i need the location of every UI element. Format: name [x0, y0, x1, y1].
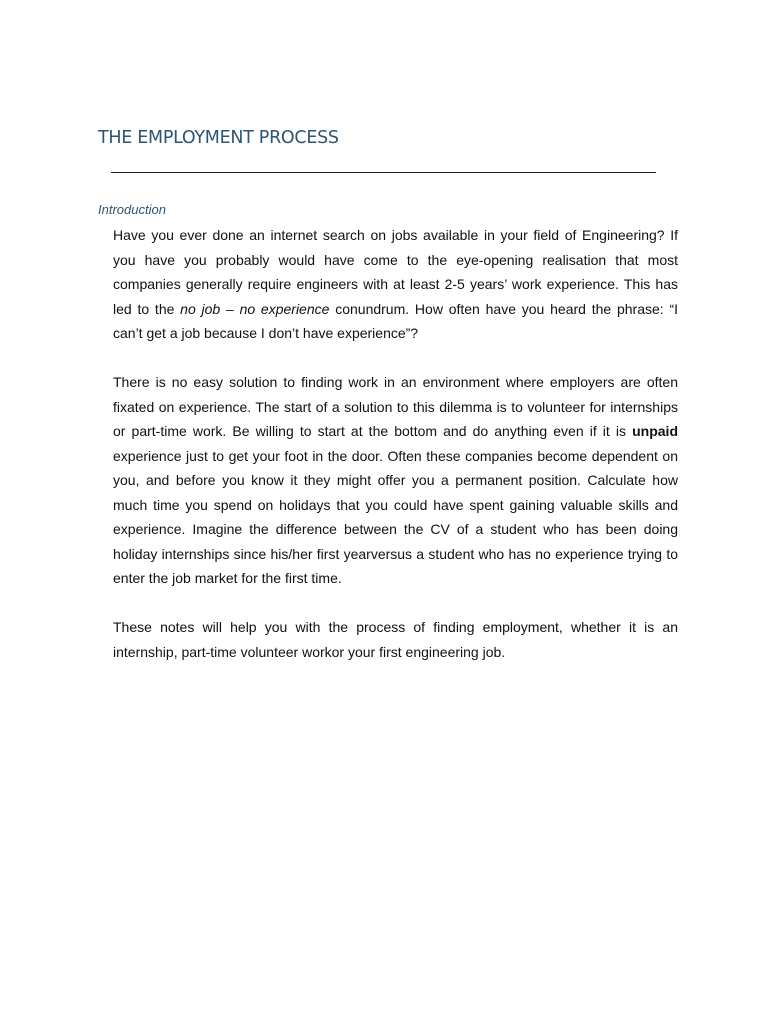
- paragraph-2-text-b: experience just to get your foot in the door. Often these companies become dependent on you, and before you know it they might offer you a permanent position. Calculate how much time you spend on holidays that you could have spent gaining valuable skills and experience. Imagine the difference between the CV of a student who has been doing holiday internships since his/her first yearversus a student who has no experience trying to enter the job market for the first time.: [113, 447, 678, 586]
- paragraph-1-text-a: Have you ever done an internet search on jobs available in your field of Engineering? If you have you probably would have come to the eye-opening realisation that most companies generally require engineers with at least 2-5 years’ work experience. This has led to the: [113, 227, 678, 317]
- page-title: THE EMPLOYMENT PROCESS: [98, 128, 339, 148]
- intro-paragraph-1: [113, 223, 678, 346]
- title-divider: [111, 172, 656, 173]
- paragraph-2-bold-word: unpaid: [632, 423, 678, 439]
- intro-paragraph-2: [113, 370, 678, 591]
- paragraph-2-text-a: There is no easy solution to finding work in an environment where employers are often fixated on experience. The start of a solution to this dilemma is to volunteer for internships or part-time work. Be willing to start at the bottom and do anything even if it is: [113, 374, 678, 439]
- section-heading-introduction: Introduction: [98, 202, 166, 217]
- paragraph-1-italic-phrase: no job – no experience: [180, 300, 330, 317]
- paragraph-1-text-b: conundrum. How often have you heard the phrase: “I can’t get a job because I don’t have experience”?: [113, 300, 678, 341]
- intro-paragraph-3: These notes will help you with the process of finding employment, whether it is an internship, part-time volunteer workor your first engineering job.: [113, 619, 678, 660]
